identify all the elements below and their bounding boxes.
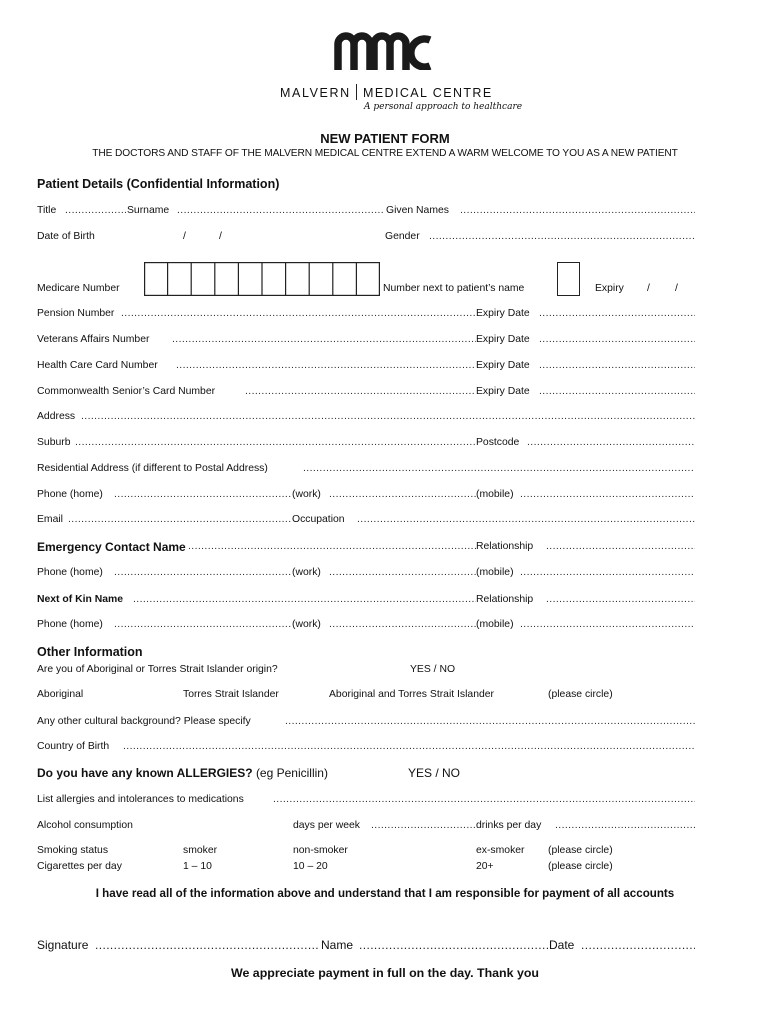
pension-field[interactable] bbox=[121, 308, 476, 319]
option-non-smoker[interactable]: non-smoker bbox=[293, 845, 348, 856]
gender-label: Gender bbox=[385, 231, 420, 242]
signature-field[interactable] bbox=[95, 938, 320, 952]
days-per-week-field[interactable] bbox=[371, 820, 476, 831]
row-veterans bbox=[37, 334, 695, 348]
health-care-expiry-field[interactable] bbox=[539, 360, 695, 371]
phone-mobile-label: (mobile) bbox=[476, 489, 514, 500]
date-label: Date bbox=[549, 938, 575, 952]
next-of-kin-label: Next of Kin Name bbox=[37, 594, 124, 605]
veterans-expiry-field[interactable] bbox=[539, 334, 695, 345]
residential-field[interactable] bbox=[303, 463, 695, 474]
logo-divider bbox=[356, 84, 357, 100]
row-title-surname bbox=[37, 205, 695, 219]
allergies-list-label: List allergies and intolerances to medications bbox=[37, 794, 244, 805]
residential-label: Residential Address (if different to Postal Address) bbox=[37, 463, 268, 474]
emergency-phone-mobile-field[interactable] bbox=[520, 567, 695, 578]
row-emergency-phone bbox=[37, 567, 695, 581]
address-label: Address bbox=[37, 411, 76, 422]
mmc-logo-mark bbox=[334, 28, 434, 70]
expiry-slash-2: / bbox=[675, 283, 678, 294]
veterans-field[interactable] bbox=[172, 334, 476, 345]
logo-name-left: MALVERN bbox=[280, 86, 351, 100]
signature-label: Signature bbox=[37, 938, 89, 952]
other-info-heading: Other Information bbox=[37, 645, 143, 659]
smoking-status-label: Smoking status bbox=[37, 845, 109, 856]
expiry-slash-1: / bbox=[647, 283, 650, 294]
row-smoking bbox=[37, 845, 695, 859]
row-country bbox=[37, 741, 695, 755]
row-alcohol bbox=[37, 820, 695, 834]
given-names-field[interactable] bbox=[460, 205, 695, 216]
given-names-label: Given Names bbox=[386, 205, 449, 216]
emergency-relationship-field[interactable] bbox=[546, 541, 695, 552]
drinks-per-day-field[interactable] bbox=[555, 820, 695, 831]
allergies-list-field[interactable] bbox=[273, 794, 695, 805]
dob-slash-2: / bbox=[219, 231, 222, 242]
occupation-label: Occupation bbox=[292, 514, 345, 525]
name-label: Name bbox=[321, 938, 354, 952]
kin-phone-mobile-label: (mobile) bbox=[476, 619, 514, 630]
seniors-expiry-field[interactable] bbox=[539, 386, 695, 397]
aboriginal-question: Are you of Aboriginal or Torres Strait Islander origin? bbox=[37, 664, 278, 675]
date-field[interactable] bbox=[581, 938, 695, 952]
cultural-field[interactable] bbox=[285, 716, 695, 727]
form-title: NEW PATIENT FORM bbox=[320, 131, 450, 146]
aboriginal-yes-no[interactable]: YES / NO bbox=[410, 664, 456, 675]
row-allergies-question bbox=[37, 767, 695, 781]
surname-field[interactable] bbox=[177, 205, 385, 216]
emergency-heading: Emergency Contact Name bbox=[37, 540, 186, 554]
option-smoker[interactable]: smoker bbox=[183, 845, 218, 856]
row-seniors bbox=[37, 386, 695, 400]
row-email bbox=[37, 514, 695, 528]
kin-relationship-label: Relationship bbox=[476, 594, 534, 605]
veterans-label: Veterans Affairs Number bbox=[37, 334, 150, 345]
allergies-yes-no[interactable]: YES / NO bbox=[408, 766, 461, 780]
kin-phone-work-label: (work) bbox=[292, 619, 321, 630]
payment-note: We appreciate payment in full on the day. Thank you bbox=[231, 966, 539, 980]
row-residential bbox=[37, 463, 695, 477]
option-both[interactable]: Aboriginal and Torres Strait Islander bbox=[329, 689, 494, 700]
logo-name-right: MEDICAL CENTRE bbox=[363, 86, 493, 100]
kin-phone-mobile-field[interactable] bbox=[520, 619, 695, 630]
emergency-phone-mobile-label: (mobile) bbox=[476, 567, 514, 578]
title-label: Title bbox=[37, 205, 57, 216]
seniors-label: Commonwealth Senior’s Card Number bbox=[37, 386, 216, 397]
country-label: Country of Birth bbox=[37, 741, 110, 752]
alcohol-label: Alcohol consumption bbox=[37, 820, 133, 831]
pension-label: Pension Number bbox=[37, 308, 115, 319]
cigarettes-label: Cigarettes per day bbox=[37, 861, 122, 872]
cigarettes-please-circle: (please circle) bbox=[548, 861, 613, 872]
title-field[interactable] bbox=[65, 205, 126, 216]
number-next-label: Number next to patient’s name bbox=[383, 283, 525, 294]
seniors-expiry-label: Expiry Date bbox=[476, 386, 530, 397]
name-field[interactable] bbox=[359, 938, 549, 952]
option-20-plus[interactable]: 20+ bbox=[476, 861, 494, 872]
logo-tagline: A personal approach to healthcare bbox=[364, 102, 523, 112]
days-per-week-label: days per week bbox=[293, 820, 360, 831]
address-field[interactable] bbox=[81, 411, 695, 422]
emergency-phone-home-field[interactable] bbox=[114, 567, 292, 578]
row-dob-gender bbox=[37, 231, 695, 245]
kin-phone-home-field[interactable] bbox=[114, 619, 292, 630]
gender-field[interactable] bbox=[429, 231, 695, 242]
welcome-text: THE DOCTORS AND STAFF OF THE MALVERN MEDICAL CENTRE EXTEND A WARM WELCOME TO YOU AS A NEW PATIENT bbox=[92, 148, 678, 159]
allergies-question-bold: Do you have any known ALLERGIES? bbox=[37, 766, 253, 780]
row-signature bbox=[37, 938, 695, 954]
emergency-phone-work-label: (work) bbox=[292, 567, 321, 578]
row-address bbox=[37, 411, 695, 425]
email-label: Email bbox=[37, 514, 63, 525]
dob-label: Date of Birth bbox=[37, 231, 95, 242]
row-cigarettes bbox=[37, 861, 695, 875]
next-of-kin-field[interactable] bbox=[133, 594, 476, 605]
option-ex-smoker[interactable]: ex-smoker bbox=[476, 845, 525, 856]
allergies-example: (eg Penicillin) bbox=[255, 766, 328, 780]
smoking-please-circle: (please circle) bbox=[548, 845, 613, 856]
row-kin-phone bbox=[37, 619, 695, 633]
email-field[interactable] bbox=[68, 514, 292, 525]
occupation-field[interactable] bbox=[357, 514, 695, 525]
phone-home-label: Phone (home) bbox=[37, 489, 103, 500]
row-aboriginal-question bbox=[37, 664, 695, 678]
postcode-label: Postcode bbox=[476, 437, 520, 448]
health-care-label: Health Care Card Number bbox=[37, 360, 158, 371]
phone-work-label: (work) bbox=[292, 489, 321, 500]
country-field[interactable] bbox=[123, 741, 695, 752]
phone-home-field[interactable] bbox=[114, 489, 292, 500]
phone-mobile-field[interactable] bbox=[520, 489, 695, 500]
option-10-20[interactable]: 10 – 20 bbox=[293, 861, 328, 872]
row-aboriginal-options bbox=[37, 689, 695, 703]
option-1-10[interactable]: 1 – 10 bbox=[183, 861, 212, 872]
health-care-field[interactable] bbox=[176, 360, 476, 371]
phone-work-field[interactable] bbox=[329, 489, 476, 500]
pension-expiry-label: Expiry Date bbox=[476, 308, 530, 319]
row-medicare bbox=[37, 283, 695, 297]
patient-details-heading: Patient Details (Confidential Information) bbox=[37, 177, 280, 191]
seniors-field[interactable] bbox=[245, 386, 476, 397]
row-health-care bbox=[37, 360, 695, 374]
emergency-phone-home-label: Phone (home) bbox=[37, 567, 103, 578]
kin-phone-work-field[interactable] bbox=[329, 619, 476, 630]
surname-label: Surname bbox=[127, 205, 170, 216]
expiry-label: Expiry bbox=[595, 283, 624, 294]
row-next-of-kin bbox=[37, 594, 695, 608]
medicare-label: Medicare Number bbox=[37, 283, 120, 294]
cultural-label: Any other cultural background? Please specify bbox=[37, 716, 251, 727]
emergency-name-field[interactable] bbox=[188, 541, 476, 552]
drinks-per-day-label: drinks per day bbox=[476, 820, 542, 831]
pension-expiry-field[interactable] bbox=[539, 308, 695, 319]
postcode-field[interactable] bbox=[527, 437, 695, 448]
please-circle-note: (please circle) bbox=[548, 689, 613, 700]
veterans-expiry-label: Expiry Date bbox=[476, 334, 530, 345]
emergency-phone-work-field[interactable] bbox=[329, 567, 476, 578]
row-allergies-list bbox=[37, 794, 695, 808]
allergies-question bbox=[37, 766, 328, 780]
row-cultural bbox=[37, 716, 695, 730]
suburb-field[interactable] bbox=[75, 437, 476, 448]
row-pension bbox=[37, 308, 695, 322]
kin-phone-home-label: Phone (home) bbox=[37, 619, 103, 630]
row-phone bbox=[37, 489, 695, 503]
health-care-expiry-label: Expiry Date bbox=[476, 360, 530, 371]
row-suburb bbox=[37, 437, 695, 451]
declaration-text: I have read all of the information above and understand that I am responsible for payment of all accounts bbox=[95, 887, 675, 900]
suburb-label: Suburb bbox=[37, 437, 71, 448]
emergency-relationship-label: Relationship bbox=[476, 541, 534, 552]
option-aboriginal[interactable]: Aboriginal bbox=[37, 689, 84, 700]
kin-relationship-field[interactable] bbox=[546, 594, 695, 605]
logo bbox=[334, 28, 434, 70]
row-emergency bbox=[37, 541, 695, 555]
dob-slash-1: / bbox=[183, 231, 186, 242]
option-torres-strait[interactable]: Torres Strait Islander bbox=[183, 689, 279, 700]
